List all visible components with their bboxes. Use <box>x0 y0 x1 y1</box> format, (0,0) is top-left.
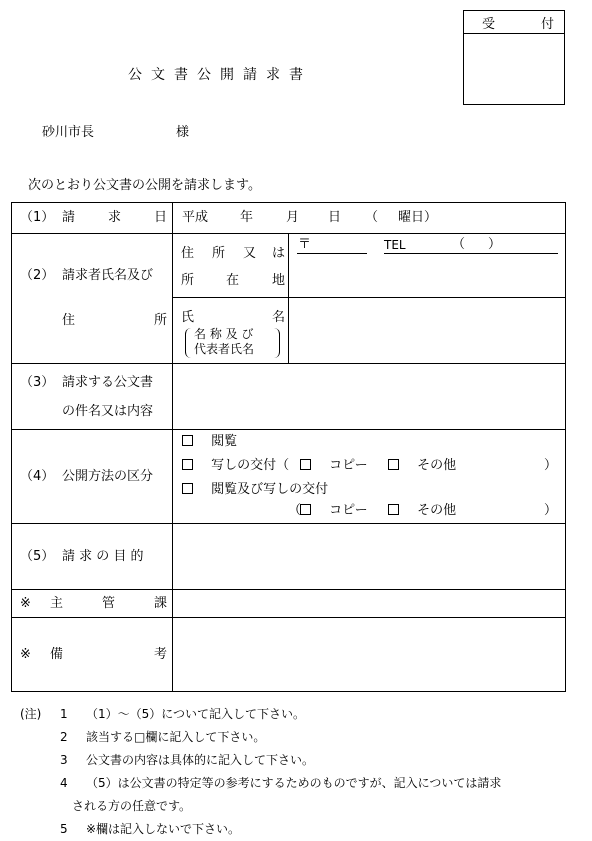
row6-label-char: 主 <box>50 596 64 611</box>
addr-sublabel-char: 住 <box>181 246 195 261</box>
row5-number: （5） <box>20 549 55 564</box>
row3-label-line2: の件名又は内容 <box>62 404 154 419</box>
row5-label: 請 求 の 目 的 <box>62 549 144 564</box>
row7-label-char: 備 <box>50 647 64 662</box>
row1-label-char: 日 <box>154 210 168 225</box>
row2-label-line2a: 住 <box>62 313 76 328</box>
receipt-stamp-box <box>463 10 565 105</box>
copy-sub-other[interactable] <box>388 458 456 474</box>
day-label: 日 <box>328 210 342 225</box>
row2-label-line1: 請求者氏名及び <box>62 268 154 283</box>
copy-type-other-label: その他 <box>417 458 457 473</box>
era-label: 平成 <box>182 210 209 225</box>
month-label: 月 <box>286 210 300 225</box>
receipt-header <box>464 11 564 34</box>
view-copy-type-other-label: その他 <box>417 503 457 518</box>
department-field[interactable] <box>174 591 564 615</box>
copy-type-copy-label: コピー <box>329 458 368 473</box>
addr-sublabel-char: は <box>272 246 286 261</box>
view-checkbox[interactable] <box>182 435 193 446</box>
view-label: 閲覧 <box>211 434 238 449</box>
copy-sub-copy[interactable] <box>300 458 368 474</box>
tel-field[interactable] <box>384 253 558 254</box>
addr-sublabel-char: 所 <box>181 273 195 288</box>
row7-label-char: 考 <box>154 647 168 662</box>
view-copy-close-paren: ） <box>544 503 558 518</box>
postal-mark: 〒 <box>298 237 312 252</box>
addressee-name: 砂川市長 <box>42 125 95 140</box>
note-item <box>20 772 501 795</box>
copy-type-other-checkbox[interactable] <box>388 459 399 470</box>
note-text-continuation: される方の任意です。 <box>72 799 192 813</box>
note-number: 2 <box>60 730 68 744</box>
intro-text: 次のとおり公文書の公開を請求します。 <box>28 178 261 193</box>
note-text: ※欄は記入しないで下さい。 <box>86 822 241 836</box>
receipt-label-b: 付 <box>540 16 554 32</box>
tel-label: TEL <box>384 238 406 252</box>
row-divider <box>12 233 565 234</box>
name-field[interactable] <box>290 299 564 361</box>
note-number: 3 <box>60 753 68 767</box>
row1-number: （1） <box>20 210 55 225</box>
view-copy-type-other-checkbox[interactable] <box>388 504 399 515</box>
addressee-honorific: 様 <box>176 125 190 140</box>
row4-label: 公開方法の区分 <box>62 469 154 484</box>
receipt-label-a: 受 <box>482 16 496 32</box>
page-title: 公文書公開請求書 <box>128 67 312 83</box>
note-item <box>20 749 501 772</box>
row-divider <box>172 297 565 298</box>
remarks-field[interactable] <box>174 619 564 689</box>
note-number: 1 <box>60 707 68 721</box>
row-divider <box>12 589 565 590</box>
note-item <box>20 818 501 841</box>
row6-label-char: 管 <box>102 596 116 611</box>
row3-label-line1: 請求する公文書 <box>62 375 154 390</box>
request-form-table <box>11 202 566 692</box>
view-copy-sub-other[interactable] <box>388 503 456 519</box>
option-view[interactable] <box>182 434 237 450</box>
address-field[interactable] <box>290 259 564 295</box>
row2-label-line2b: 所 <box>154 313 168 328</box>
option-copy[interactable] <box>182 458 289 474</box>
document-title-field[interactable] <box>174 365 564 427</box>
copy-close-paren: ） <box>544 458 558 473</box>
notes-prefix: (注) <box>20 707 42 721</box>
row-divider <box>12 523 565 524</box>
view-and-copy-checkbox[interactable] <box>182 483 193 494</box>
view-copy-type-copy-label: コピー <box>329 503 368 518</box>
note-item <box>20 726 501 749</box>
note-text: （1）～（5）について記入して下さい。 <box>86 707 306 721</box>
row4-number: （4） <box>20 469 55 484</box>
note-text: 公文書の内容は具体的に記入して下さい。 <box>86 753 315 767</box>
note-number: 4 <box>60 776 68 790</box>
copy-checkbox[interactable] <box>182 459 193 470</box>
addr-sublabel-char: 所 <box>212 246 226 261</box>
postal-code-field[interactable] <box>297 253 367 254</box>
row2-number: （2） <box>20 268 55 283</box>
notes-section <box>20 703 501 841</box>
year-label: 年 <box>240 210 254 225</box>
tel-paren-open: （ <box>452 237 466 252</box>
row3-number: （3） <box>20 375 55 390</box>
note-item <box>20 703 501 726</box>
view-copy-open-paren: （ <box>288 503 302 518</box>
option-view-and-copy[interactable] <box>182 482 328 498</box>
weekday-label: 曜日） <box>398 210 438 225</box>
view-and-copy-label: 閲覧及び写しの交付 <box>211 482 329 497</box>
view-copy-type-copy-checkbox[interactable] <box>300 504 311 515</box>
row1-label-char: 求 <box>108 210 122 225</box>
row-divider <box>12 617 565 618</box>
row7-mark: ※ <box>20 647 31 662</box>
note-text: 該当する□欄に記入して下さい。 <box>86 730 266 744</box>
note-number: 5 <box>60 822 68 836</box>
copy-label: 写しの交付（ <box>211 458 290 473</box>
row-divider <box>12 429 565 430</box>
addr-sublabel-char: 地 <box>272 273 286 288</box>
addr-sublabel-char: 又 <box>243 246 257 261</box>
name-sublabel-char: 名 <box>272 310 286 325</box>
sublabel-column-divider <box>288 233 289 363</box>
row6-mark: ※ <box>20 596 31 611</box>
name-sub-line2: 代表者氏名 <box>194 342 255 356</box>
name-sublabel-char: 氏 <box>181 310 195 325</box>
addr-sublabel-char: 在 <box>226 273 240 288</box>
row-divider <box>12 363 565 364</box>
tel-paren-close: ） <box>488 237 502 252</box>
purpose-field[interactable] <box>174 525 564 587</box>
row6-label-char: 課 <box>154 596 168 611</box>
note-item-continuation <box>20 795 501 818</box>
name-sub-line1: 名 称 及 び <box>194 327 254 341</box>
note-text: （5）は公文書の特定等の参考にするためのものですが、記入については請求 <box>86 776 502 790</box>
row1-label-char: 請 <box>62 210 76 225</box>
weekday-open: （ <box>365 210 379 225</box>
view-copy-sub-copy[interactable] <box>300 503 368 519</box>
copy-type-copy-checkbox[interactable] <box>300 459 311 470</box>
